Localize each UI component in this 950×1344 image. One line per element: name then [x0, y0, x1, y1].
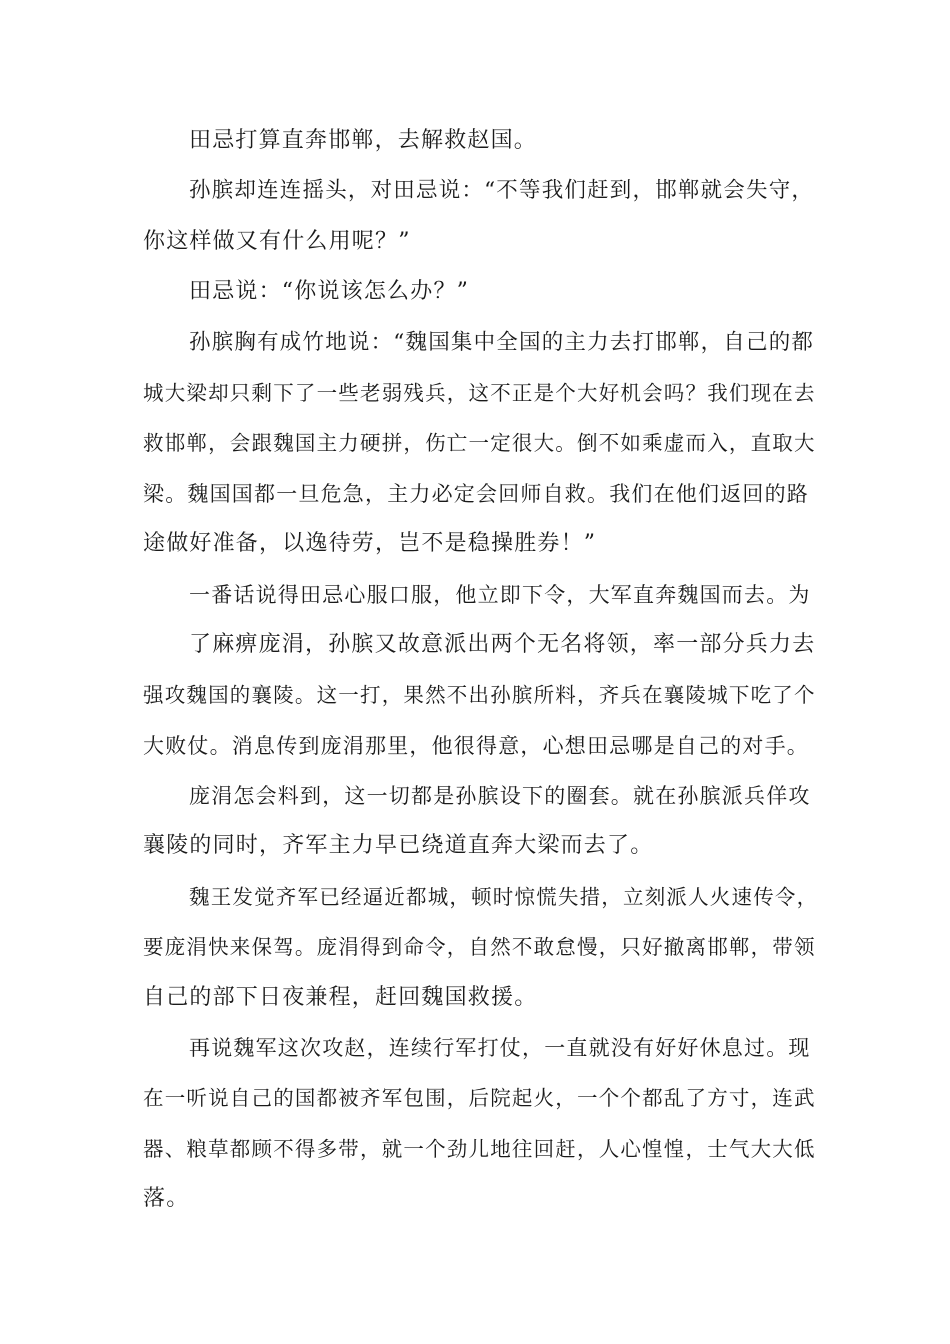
- text-line: 在一听说自己的国都被齐军包围，后院起火，一个个都乱了方寸，连武: [143, 1086, 816, 1111]
- text-line: 城大梁却只剩下了一些老弱残兵，这不正是个大好机会吗？我们现在去: [143, 380, 816, 405]
- text-line: 襄陵的同时，齐军主力早已绕道直奔大梁而去了。: [143, 833, 654, 859]
- text-line: 庞涓怎会料到，这一切都是孙膑设下的圈套。就在孙膑派兵佯攻: [189, 784, 811, 809]
- text-line: 了麻痹庞涓，孙膑又故意派出两个无名将领，率一部分兵力去: [189, 631, 816, 657]
- text-line: 田忌说：“你说该怎么办？”: [189, 279, 470, 305]
- text-line: 田忌打算直奔邯郸，去解救赵国。: [189, 128, 538, 153]
- text-line: 孙膑胸有成竹地说：“魏国集中全国的主力去打邯郸，自己的都: [189, 329, 815, 355]
- text-line: 你这样做又有什么用呢？”: [143, 228, 411, 254]
- text-line: 孙膑却连连摇头，对田忌说：“不等我们赶到，邯郸就会失守，: [189, 178, 815, 204]
- text-line: 自己的部下日夜兼程，赶回魏国救援。: [143, 984, 538, 1010]
- text-line: 救邯郸，会跟魏国主力硬拼，伤亡一定很大。倒不如乘虚而入，直取大: [143, 431, 816, 456]
- text-line: 再说魏军这次攻赵，连续行军打仗，一直就没有好好休息过。现: [189, 1036, 811, 1061]
- text-line: 梁。魏国国都一旦危急，主力必定会回师自救。我们在他们返回的路: [143, 481, 809, 506]
- document-body: [143, 116, 823, 1225]
- text-line: 要庞涓快来保驾。庞涓得到命令，自然不敢怠慢，只好撤离邯郸，带领: [143, 935, 816, 960]
- text-line: 强攻魏国的襄陵。这一打，果然不出孙膑所料，齐兵在襄陵城下吃了个: [143, 683, 816, 708]
- text-line: 大败仗。消息传到庞涓那里，他很得意，心想田忌哪是自己的对手。: [143, 733, 809, 758]
- text-line: 途做好准备，以逸待劳，岂不是稳操胜券！”: [143, 531, 597, 557]
- text-line: 器、粮草都顾不得多带，就一个劲儿地往回赶，人心惶惶，士气大大低: [143, 1136, 816, 1161]
- text-line: 魏王发觉齐军已经逼近都城，顿时惊慌失措，立刻派人火速传令，: [189, 884, 819, 909]
- text-line: 一番话说得田忌心服口服，他立即下令，大军直奔魏国而去。为: [189, 582, 811, 607]
- text-line: 落。: [143, 1186, 190, 1212]
